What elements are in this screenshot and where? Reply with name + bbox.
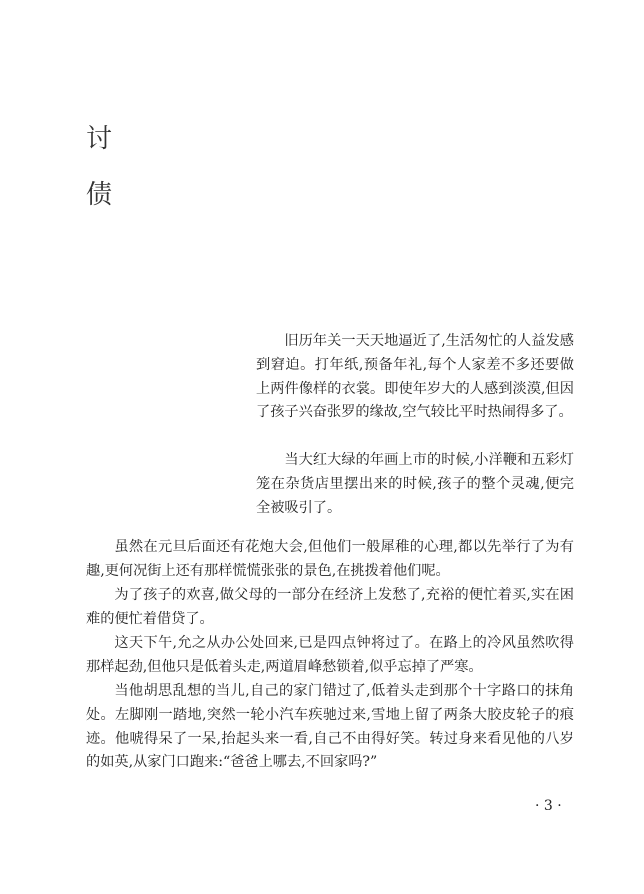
body-paragraph-4: 当他胡思乱想的当儿,自己的家门错过了,低着头走到那个十字路口的抹角处。左脚刚一踏地,突然一轮小汽车疾驰过来,雪地上留了两条大胶皮轮子的痕迹。他唬得呆了一呆,抬起头来一看,自己不由得好笑。转过身来看见他的八岁的如英,从家门口跑来:“爸爸上哪去,不回家吗?” [86, 683, 574, 771]
body-paragraph-1: 虽然在元旦后面还有花炮大会,但他们一般犀稚的心理,都以先举行了为有趣,更何况街上还有那样慌慌张张的景色,在挑拨着他们呢。 [86, 539, 574, 579]
body-paragraph-3: 这天下午,允之从办公处回来,已是四点钟将过了。在路上的冷风虽然吹得那样起劲,但他只是低着头走,两道眉峰愁锁着,似乎忘掉了严寒。 [86, 635, 574, 675]
body-paragraph-2: 为了孩子的欢喜,做父母的一部分在经济上发愁了,充裕的便忙着买,实在困难的便忙着借贷了。 [86, 587, 574, 627]
chapter-title-char-1: 讨 [86, 124, 113, 154]
chapter-title-char-2: 债 [86, 180, 113, 210]
intro-paragraph-1: 旧历年关一天天地逼近了,生活匆忙的人益发感到窘迫。打年纸,预备年礼,每个人家差不多还要做上两件像样的衣裳。即使年岁大的人感到淡漠,但因了孩子兴奋张罗的缘故,空气较比平时热闹得多了。 [256, 333, 574, 421]
intro-paragraph-2: 当大红大绿的年画上市的时候,小洋鞭和五彩灯笼在杂货店里摆出来的时候,孩子的整个灵魂,便完全被吸引了。 [256, 452, 574, 516]
page-number: · 3 · [535, 798, 562, 814]
